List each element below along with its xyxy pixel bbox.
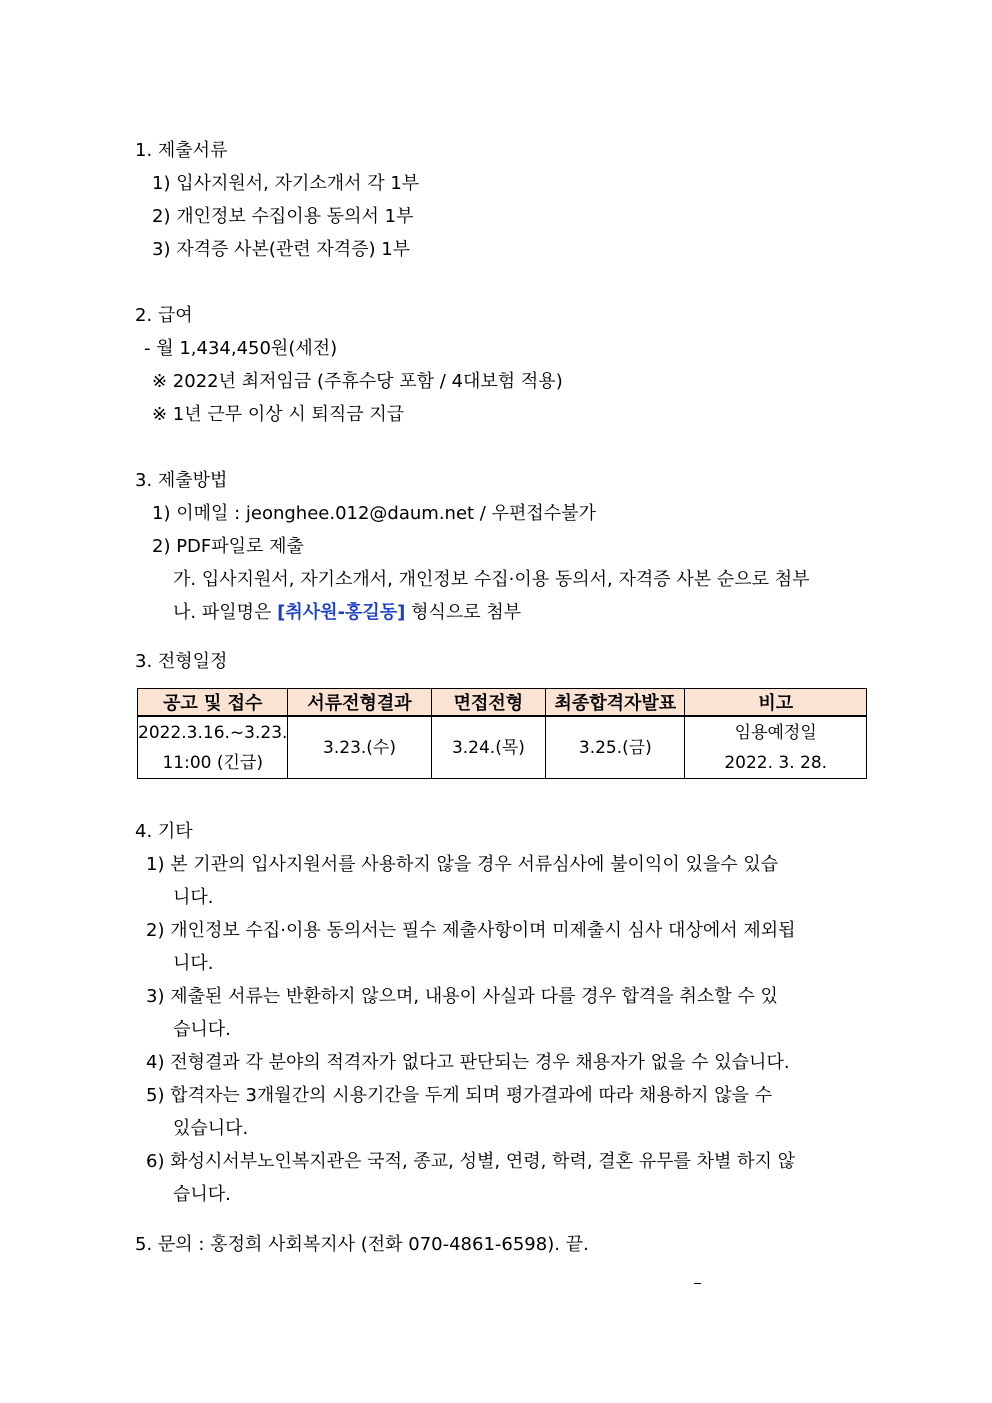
cell-remarks	[685, 716, 867, 779]
filename-example: [취사원-홍길동]	[277, 602, 406, 623]
filename-rule-suffix: 형식으로 첨부	[405, 602, 522, 623]
section-2-title: 2. 급여	[135, 305, 193, 326]
filename-rule-prefix: 나. 파일명은	[173, 602, 278, 623]
contact-info: 5. 문의 : 홍정희 사회복지사 (전화 070-4861-6598). 끝.	[135, 1234, 589, 1255]
section-1-item-3: 3) 자격증 사본(관련 자격증) 1부	[152, 239, 411, 260]
appointment-label: 임용예정일	[734, 722, 817, 743]
salary-note-1: ※ 2022년 최저임금 (주휴수당 포함 / 4대보험 적용)	[152, 371, 563, 392]
header-remarks: 비고	[685, 689, 867, 717]
other-item-6-cont: 습니다.	[173, 1184, 231, 1205]
other-item-5: 5) 합격자는 3개월간의 시용기간을 두게 되며 평가결과에 따라 채용하지 않을 수	[146, 1085, 773, 1106]
announcement-deadline: 11:00 (긴급)	[162, 752, 263, 773]
page-mark	[694, 1283, 701, 1284]
schedule-title: 3. 전형일정	[135, 651, 228, 672]
submission-pdf: 2) PDF파일로 제출	[152, 536, 304, 557]
section-3-title: 3. 제출방법	[135, 470, 228, 491]
other-item-6: 6) 화성시서부노인복지관은 국적, 종교, 성별, 연령, 학력, 결혼 유무를 차별 하지 않	[146, 1151, 796, 1172]
cell-announcement-period	[138, 716, 288, 779]
section-1-item-1: 1) 입사지원서, 자기소개서 각 1부	[152, 173, 420, 194]
attachment-order: 가. 입사지원서, 자기소개서, 개인정보 수집·이용 동의서, 자격증 사본 순으로 첨부	[173, 569, 810, 590]
schedule-row	[138, 716, 867, 779]
submission-email: 1) 이메일 : jeonghee.012@daum.net / 우편접수불가	[152, 503, 596, 524]
header-final-announcement: 최종합격자발표	[546, 689, 685, 717]
salary-amount: - 월 1,434,450원(세전)	[144, 338, 338, 359]
other-item-2-cont: 니다.	[173, 953, 214, 974]
announcement-dates: 2022.3.16.~3.23.	[138, 722, 288, 743]
filename-rule	[173, 601, 521, 625]
other-item-4: 4) 전형결과 각 분야의 적격자가 없다고 판단되는 경우 채용자가 없을 수 있습니다.	[146, 1052, 790, 1073]
section-1-item-2: 2) 개인정보 수집이용 동의서 1부	[152, 206, 414, 227]
section-4-title: 4. 기타	[135, 821, 193, 842]
cell-document-result: 3.23.(수)	[288, 716, 431, 779]
other-item-3: 3) 제출된 서류는 반환하지 않으며, 내용이 사실과 다를 경우 합격을 취소할 수 있	[146, 986, 778, 1007]
schedule-header-row	[138, 689, 867, 717]
cell-interview: 3.24.(목)	[431, 716, 546, 779]
cell-final-announcement: 3.25.(금)	[546, 716, 685, 779]
section-1-title: 1. 제출서류	[135, 140, 228, 161]
other-item-1: 1) 본 기관의 입사지원서를 사용하지 않을 경우 서류심사에 불이익이 있을수 있습	[146, 854, 779, 875]
salary-note-2: ※ 1년 근무 이상 시 퇴직금 지급	[152, 404, 405, 425]
header-document-result: 서류전형결과	[288, 689, 431, 717]
header-announcement: 공고 및 접수	[138, 689, 288, 717]
other-item-5-cont: 있습니다.	[173, 1118, 249, 1139]
appointment-date: 2022. 3. 28.	[724, 752, 828, 773]
other-item-3-cont: 습니다.	[173, 1019, 231, 1040]
other-item-2: 2) 개인정보 수집·이용 동의서는 필수 제출사항이며 미제출시 심사 대상에서 제외됩	[146, 920, 796, 941]
schedule-table	[137, 688, 867, 779]
header-interview: 면접전형	[431, 689, 546, 717]
other-item-1-cont: 니다.	[173, 887, 214, 908]
